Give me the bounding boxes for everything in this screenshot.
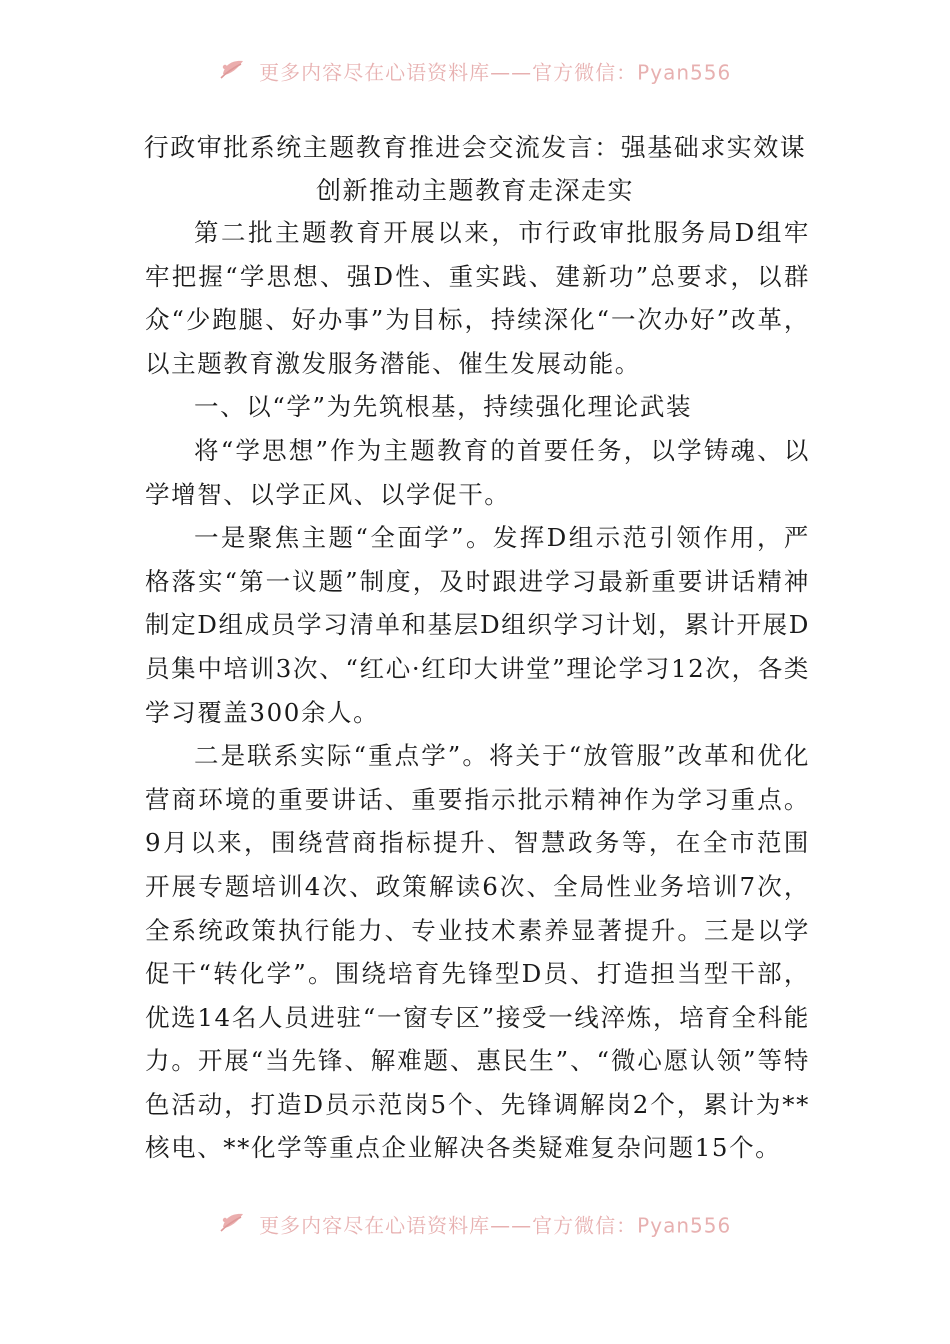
- paragraph-section-1-intro: 将“学思想”作为主题教育的首要任务，以学铸魂、以学增智、以学正风、以学促干。: [145, 435, 810, 509]
- leaf-logo-icon: [219, 58, 247, 87]
- watermark-text: 更多内容尽在心语资料库——官方微信：Pyan556: [259, 60, 732, 85]
- paragraph-intro: 第二批主题教育开展以来，市行政审批服务局D组牢牢把握“学思想、强D性、重实践、建新功”总要求，以群众“少跑腿、好办事”为目标，持续深化“一次办好”改革，以主题教育激发服务潜能、催生发展动能。: [145, 218, 810, 378]
- document-title: 行政审批系统主题教育推进会交流发言：强基础求实效谋创新推动主题教育走深走实: [143, 133, 807, 205]
- paragraph-point-2-3: 二是联系实际“重点学”。将关于“放管服”改革和优化营商环境的重要讲话、重要指示批示精神作为学习重点。9月以来，围绕营商指标提升、智慧政务等，在全市范围开展专题培训4次、政策解读6次、全局性业务培训7次，全系统政策执行能力、专业技术素养显著提升。三是以学促干“转化学”。围绕培育先锋型D员、打造担当型干部，优选14名人员进驻“一窗专区”接受一线淬炼，培育全科能力。开展“当先锋、解难题、惠民生”、“微心愿认领”等特色活动，打造D员示范岗5个、先锋调解岗2个，累计为**核电、**化学等重点企业解决各类疑难复杂问题15个。: [145, 741, 810, 1163]
- document-body: [145, 211, 810, 1170]
- paragraph-point-1: 一是聚焦主题“全面学”。发挥D组示范引领作用，严格落实“第一议题”制度，及时跟进学习最新重要讲话精神制定D组成员学习清单和基层D组织学习计划，累计开展D员集中培训3次、“红心·红印大讲堂”理论学习12次，各类学习覆盖300余人。: [145, 523, 810, 727]
- leaf-logo-icon: [219, 1211, 247, 1240]
- watermark-text: 更多内容尽在心语资料库——官方微信：Pyan556: [259, 1213, 732, 1238]
- section-heading-1: 一、以“学”为先筑根基，持续强化理论武装: [194, 392, 693, 422]
- footer-watermark: [0, 1210, 950, 1240]
- header-watermark: [0, 57, 950, 87]
